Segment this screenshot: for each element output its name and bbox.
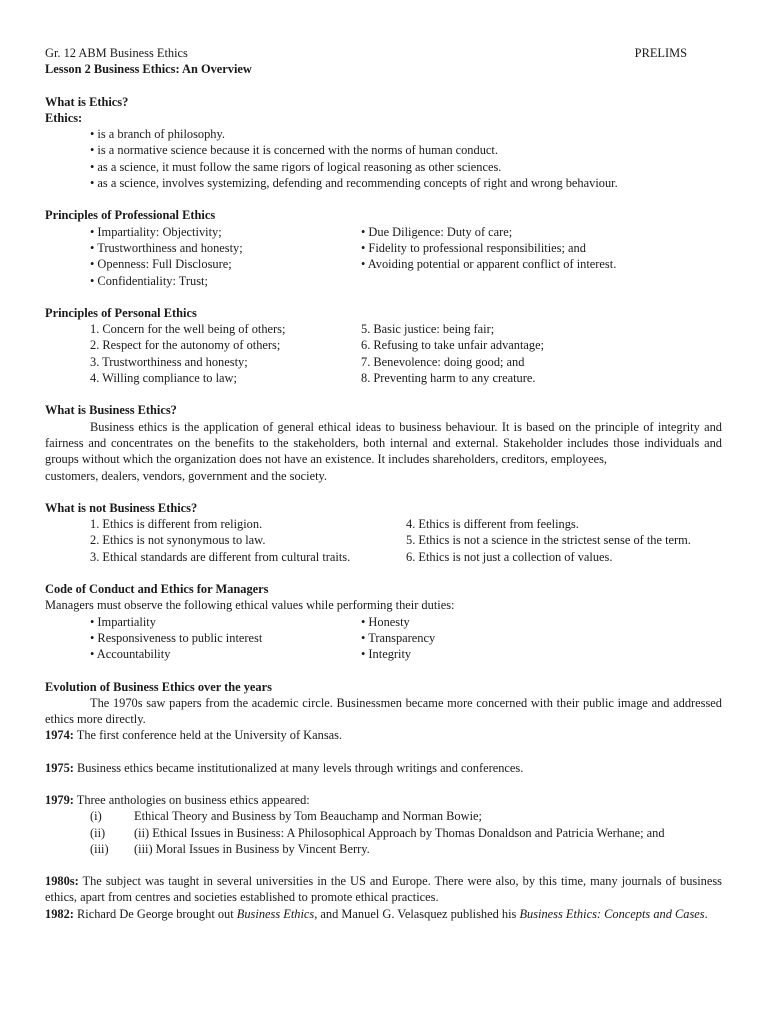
list-item: 5. Ethics is not a science in the strictest sense of the term.	[406, 533, 691, 548]
course-title: Gr. 12 ABM Business Ethics	[45, 46, 188, 60]
list-item: • Honesty	[361, 614, 410, 629]
anthology-text: (ii) Ethical Issues in Business: A Philosophical Approach by Thomas Donaldson and Patricia Werhane; and	[134, 825, 665, 840]
timeline-text: Business ethics became institutionalized at many levels through writings and conferences.	[73, 760, 524, 775]
list-item: 8. Preventing harm to any creature.	[361, 371, 536, 386]
list-item: • Impartiality: Objectivity;	[90, 224, 222, 239]
list-item: 4. Ethics is different from feelings.	[406, 517, 579, 532]
list-item: • Confidentiality: Trust;	[90, 273, 208, 288]
roman-numeral: (ii)	[90, 825, 106, 840]
book-title: Business Ethics: Concepts and Cases	[519, 906, 705, 921]
paragraph: Business ethics is the application of general ethical ideas to business behaviour. It is based on the principle of integrity and fairness and concentrates on the benefits to the stakeholders, both internal and external. Stakeholder includes those individuals and groups without which the organization does not have an existence. It includes shareholders, creditors, employees,	[45, 419, 722, 467]
timeline-1982	[45, 906, 722, 922]
section-not-business-ethics	[45, 500, 722, 565]
timeline-text: Richard De George brought out	[73, 906, 237, 921]
list-item: • is a branch of philosophy.	[90, 127, 225, 142]
list-item: • as a science, involves systemizing, defending and recommending concepts of right and wrong behaviour.	[90, 176, 618, 191]
list-item: 1. Concern for the well being of others;	[90, 322, 286, 337]
anthology-text: (iii) Moral Issues in Business by Vincent Berry.	[134, 841, 370, 856]
term-label: PRELIMS	[634, 46, 687, 60]
list-item: • Integrity	[361, 647, 412, 662]
section-heading: Code of Conduct and Ethics for Managers	[45, 582, 269, 597]
anthology-item	[45, 841, 722, 857]
section-heading: What is Business Ethics?	[45, 403, 177, 418]
list-item: 7. Benevolence: doing good; and	[361, 354, 525, 369]
section-heading: What is not Business Ethics?	[45, 500, 198, 515]
timeline-1974	[45, 727, 722, 743]
list-item: • Avoiding potential or apparent conflict of interest.	[361, 257, 617, 272]
section-heading: What is Ethics?	[45, 94, 129, 109]
section-professional-ethics	[45, 207, 722, 288]
roman-numeral: (i)	[90, 809, 102, 824]
list-item: 2. Respect for the autonomy of others;	[90, 338, 281, 353]
section-personal-ethics	[45, 305, 722, 386]
list-item: • Impartiality	[90, 614, 156, 629]
list-item: • Due Diligence: Duty of care;	[361, 224, 513, 239]
lesson-title: Lesson 2 Business Ethics: An Overview	[45, 62, 252, 77]
section-business-ethics	[45, 402, 722, 483]
paragraph: customers, dealers, vendors, government and the society.	[45, 468, 328, 483]
list-item: • Fidelity to professional responsibilities; and	[361, 240, 586, 255]
timeline-text: , and Manuel G. Velasquez published his	[314, 906, 520, 921]
list-item: • Transparency	[361, 630, 436, 645]
section-subheading: Ethics:	[45, 110, 83, 125]
year-label: 1980s:	[45, 874, 79, 889]
list-item: 6. Refusing to take unfair advantage;	[361, 338, 545, 353]
year-label: 1979:	[45, 792, 74, 807]
list-item: 3. Ethical standards are different from cultural traits.	[90, 549, 351, 564]
timeline-text: .	[704, 906, 708, 921]
timeline-1980s	[45, 873, 722, 906]
list-item: 5. Basic justice: being fair;	[361, 322, 495, 337]
anthology-text: Ethical Theory and Business by Tom Beauchamp and Norman Bowie;	[134, 809, 482, 824]
list-item: • Openness: Full Disclosure;	[90, 257, 232, 272]
timeline-1975	[45, 760, 722, 776]
anthology-item	[45, 825, 722, 841]
ethics-list	[90, 126, 722, 191]
section-managers	[45, 581, 722, 662]
list-item: • Responsiveness to public interest	[90, 630, 263, 645]
timeline-text: The first conference held at the University of Kansas.	[73, 728, 343, 743]
list-item: • as a science, it must follow the same rigors of logical reasoning as other sciences.	[90, 159, 502, 174]
timeline-1979	[45, 792, 722, 808]
list-item: 3. Trustworthiness and honesty;	[90, 354, 248, 369]
list-item: 6. Ethics is not just a collection of values.	[406, 549, 613, 564]
timeline-text: The subject was taught in several universities in the US and Europe. There were also, by this time, many journals of business ethics, apart from centres and societies established to promote ethical practices.	[45, 874, 722, 905]
book-title: Business Ethics	[236, 906, 315, 921]
year-label: 1974:	[45, 728, 74, 743]
list-item: • Trustworthiness and honesty;	[90, 240, 243, 255]
list-item: 2. Ethics is not synonymous to law.	[90, 533, 266, 548]
list-item: • Accountability	[90, 647, 171, 662]
paragraph: The 1970s saw papers from the academic circle. Businessmen became more concerned with their public image and addressed ethics more directly.	[45, 695, 722, 727]
anthology-item	[45, 808, 722, 824]
section-evolution	[45, 679, 722, 923]
section-what-is-ethics	[45, 94, 722, 192]
list-item: 1. Ethics is different from religion.	[90, 517, 263, 532]
year-label: 1975:	[45, 760, 74, 775]
header-row	[45, 45, 722, 61]
roman-numeral: (iii)	[90, 841, 109, 856]
list-item: 4. Willing compliance to law;	[90, 371, 237, 386]
list-item: • is a normative science because it is concerned with the norms of human conduct.	[90, 143, 498, 158]
section-heading: Principles of Personal Ethics	[45, 305, 197, 320]
year-label: 1982:	[45, 906, 74, 921]
document-page	[45, 45, 722, 922]
section-heading: Evolution of Business Ethics over the years	[45, 679, 272, 694]
section-heading: Principles of Professional Ethics	[45, 208, 216, 223]
paragraph: Managers must observe the following ethical values while performing their duties:	[45, 598, 455, 613]
timeline-text: Three anthologies on business ethics appeared:	[73, 792, 310, 807]
